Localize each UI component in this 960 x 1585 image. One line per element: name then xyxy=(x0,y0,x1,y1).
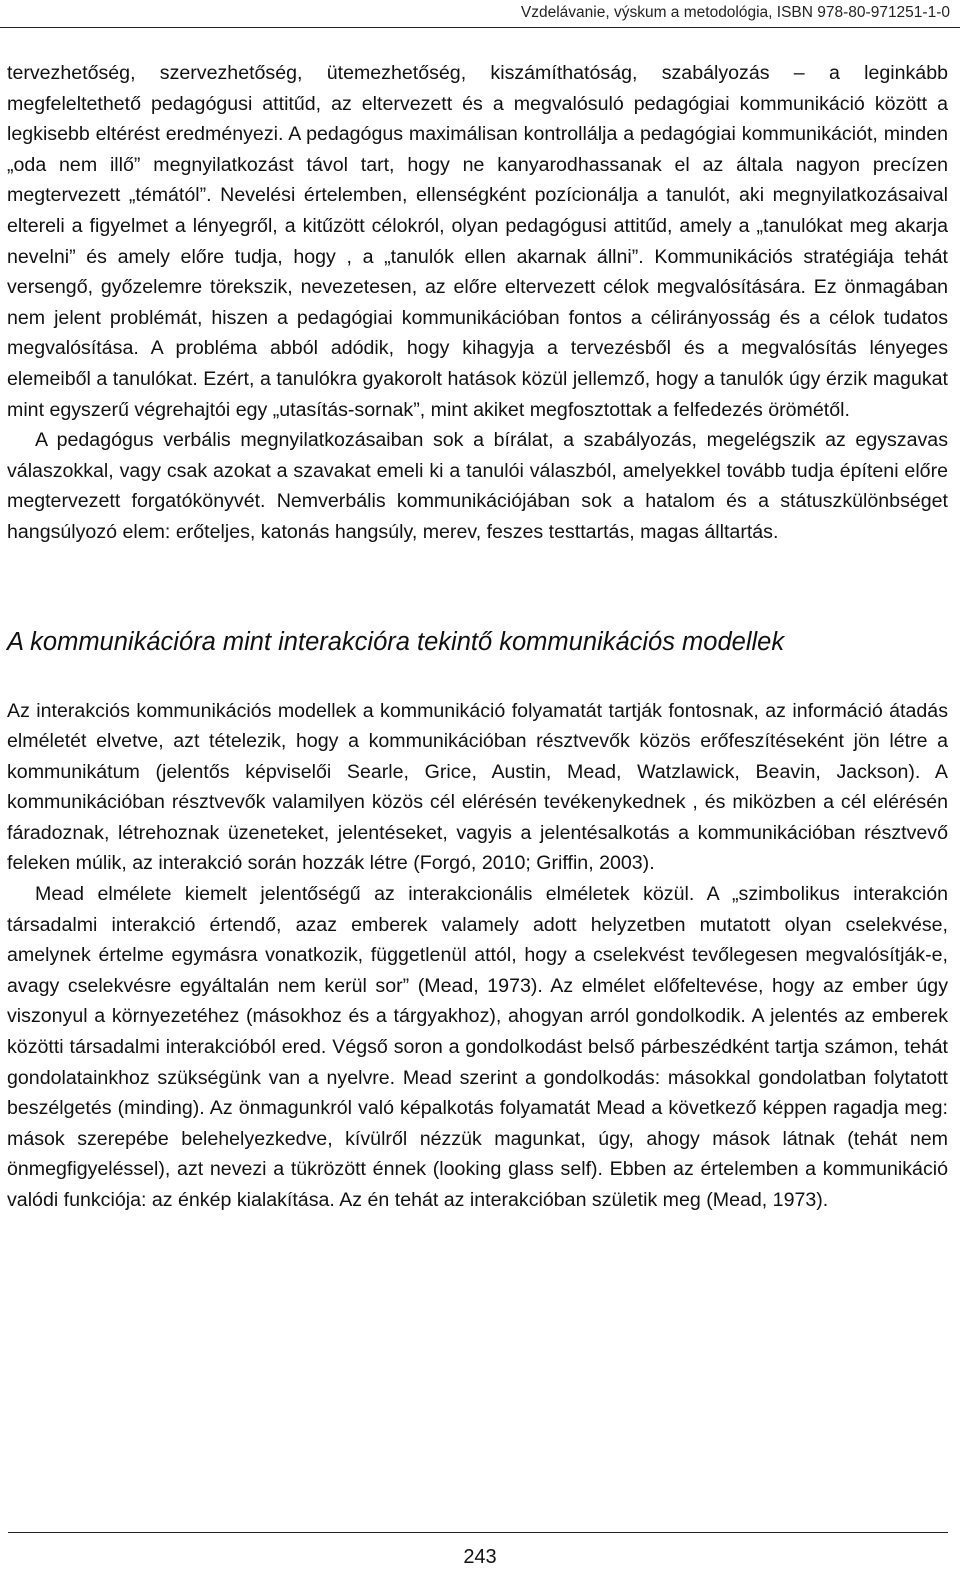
body-paragraph: Mead elmélete kiemelt jelentőségű az interakcionális elméletek közül. A „szimbolikus interakción társadalmi interakció értendő, azaz emberek valamely adott helyzetben mutatott olyan cselekvése, amelynek értelme egymásra vonatkozik, függetlenül attól, hogy a cselekvést tevőlegesen megvalósítják-e, avagy cselekvésre egyáltalán nem kerül sor” (Mead, 1973). Az elmélet előfeltevése, hogy az ember úgy viszonyul a környezetéhez (másokhoz és a tárgyakhoz), ahogyan arról gondolkodik. A jelentés az emberek közötti társadalmi interakcióból ered. Végső soron a gondolkodást belső párbeszédként tartja számon, tehát gondolatainkhoz szükségünk van a nyelvre. Mead szerint a gondolkodás: másokkal gondolatban folytatott beszélgetés (minding). Az önmagunkról való képalkotás folyamatát Mead a következő képpen ragadja meg: mások szerepébe belehelyezkedve, kívülről nézzük magunkat, úgy, ahogy mások látnak (tehát nem önmegfigyeléssel), azt nevezi a tükrözött énnek (looking glass self). Ebben az értelemben a kommunikáció valódi funkciója: az énkép kialakítása. Az én tehát az interakcióban születik meg (Mead, 1973). xyxy=(7,883,948,1211)
body-paragraph: tervezhetőség, szervezhetőség, ütemezhetőség, kiszámíthatóság, szabályozás – a leginkább megfeleltethető pedagógusi attitűd, az eltervezett és a megvalósuló pedagógiai kommunikáció között a legkisebb eltérést eredményezi. A pedagógus maximálisan kontrollálja a pedagógiai kommunikációt, minden „oda nem illő” megnyilatkozást távol tart, hogy ne kanyarodhassanak el az általa nagyon precízen megtervezett „témától”. Nevelési értelemben, ellenségként pozícionálja a tanulót, aki megnyilatkozásaival eltereli a figyelmet a lényegről, a kitűzött célokról, olyan pedagógusi attitűd, amely a „tanulókat meg akarja nevelni” és amely előre tudja, hogy , a „tanulók ellen akarnak állni”. Kommunikációs stratégiája tehát versengő, győzelemre törekszik, nevezetesen, az előre eltervezett célok megvalósítására. Ez önmagában nem jelent problémát, hiszen a pedagógiai kommunikációban fontos a célirányosság és a célok tudatos megvalósítása. A probléma abból adódik, hogy kihagyja a tervezésből és a megvalósítás lényeges elemeiből a tanulókat. Ezért, a tanulókra gyakorolt hatások közül jellemző, hogy a tanulók úgy érzik magukat mint egyszerű végrehajtói egy „utasítás-sornak”, mint akiket megfosztottak a felfedezés örömétől. xyxy=(7,62,948,421)
footer-divider xyxy=(8,1532,948,1533)
page-content xyxy=(7,58,948,1216)
body-paragraph: A pedagógus verbális megnyilatkozásaiban sok a bírálat, a szabályozás, megelégszik az egyszavas válaszokkal, vagy csak azokat a szavakat emeli ki a tanulói válaszból, amelyekkel tovább tudja építeni előre megtervezett forgatókönyvét. Nemverbális kommunikációjában sok a hatalom és a státuszkülönbséget hangsúlyozó elem: erőteljes, katonás hangsúly, merev, feszes testtartás, magas álltartás. xyxy=(7,429,948,543)
section-heading: A kommunikációra mint interakcióra tekintő kommunikációs modellek xyxy=(7,627,785,656)
body-paragraph: Az interakciós kommunikációs modellek a kommunikáció folyamatát tartják fontosnak, az információ átadás elméletét elvetve, azt tételezik, hogy a kommunikációban résztvevők közös erőfeszítéseként jön létre a kommunikátum (jelentős képviselői Searle, Grice, Austin, Mead, Watzlawick, Beavin, Jackson). A kommunikációban résztvevők valamilyen közös cél elérésén tevékenykednek , és miközben a cél elérésén fáradoznak, létrehoznak üzeneteket, jelentéseket, vagyis a jelentésalkotás a kommunikációban résztvevő feleken múlik, az interakció során hozzák létre (Forgó, 2010; Griffin, 2003). xyxy=(7,699,948,875)
running-header xyxy=(0,0,960,28)
header-text: Vzdelávanie, výskum a metodológia, ISBN 978-80-971251-1-0 xyxy=(520,4,950,21)
page-number: 243 xyxy=(463,1546,497,1568)
